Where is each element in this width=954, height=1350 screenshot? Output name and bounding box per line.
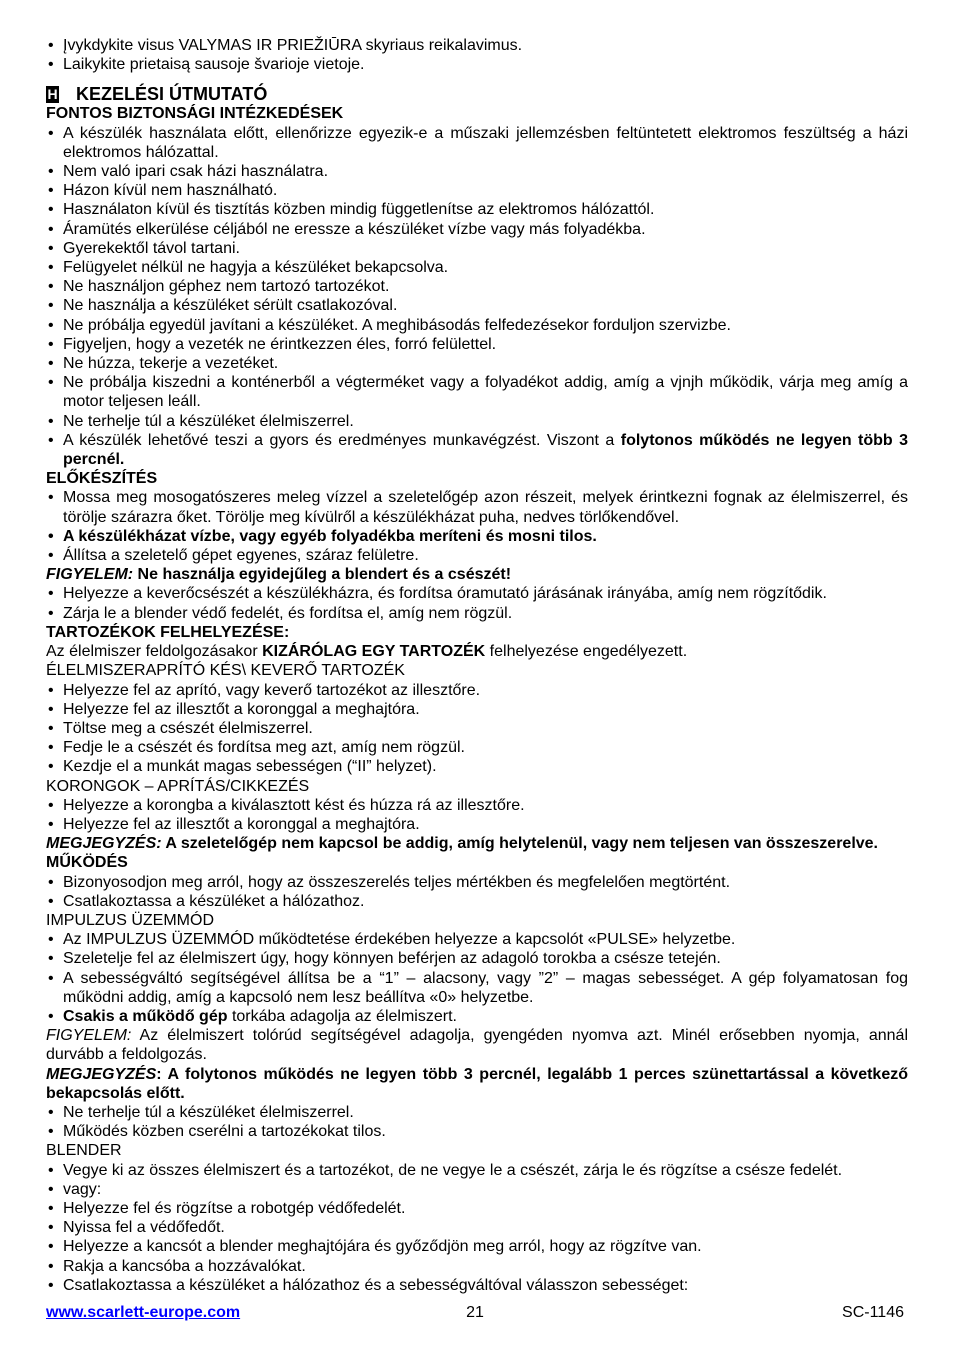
note-label: MEGJEGYZÉS: — [46, 835, 162, 853]
operation-after-list — [46, 1103, 908, 1141]
warning-label: FIGYELEM: — [46, 566, 134, 584]
safety-heading: FONTOS BIZTONSÁGI INTÉZKEDÉSEK — [46, 105, 344, 123]
language-badge: H — [47, 85, 58, 102]
discs-heading: KORONGOK – APRÍTÁS/CIKKEZÉS — [46, 777, 310, 795]
operation-list — [46, 873, 908, 911]
discs-list — [46, 796, 908, 834]
operation-item: • Csatlakoztassa a készüléket a hálózathoz. — [46, 892, 908, 911]
safety-item: • Nem való ipari csak házi használatra. — [46, 162, 908, 181]
note-label: MEGJEGYZÉS — [46, 1065, 157, 1083]
item-emphasis: folytonos működés ne legyen több 3 percnél. — [63, 431, 909, 469]
item-emphasis: Csakis a működő gép — [63, 1007, 228, 1025]
blade-list — [46, 681, 908, 777]
safety-item: • A készülék használata előtt, ellenőrizze egyezik-e a műszaki jellemzésben feltüntetett elektromos feszültség a házi elektromos hálózattal. — [46, 124, 908, 162]
preparation-item-warning: • A készülékházat vízbe, vagy egyéb folyadékba meríteni és mosni tilos. — [46, 527, 908, 546]
note-text: A szeletelőgép nem kapcsol be addig, amíg helytelenül, vagy nem teljesen van összeszerelve. — [161, 835, 878, 853]
blender-item: • Csatlakoztassa a készüléket a hálózathoz és a sebességváltóval válasszon sebességet: — [46, 1276, 908, 1295]
pulse-item: • Szeletelje fel az élelmiszert úgy, hogy könnyen beférjen az adagoló torokba a csésze tetején. — [46, 949, 908, 968]
safety-list — [46, 124, 908, 470]
intro-item: • Laikykite prietaisą sausoje švarioje vietoje. — [46, 55, 908, 74]
safety-item: • Ne próbálja egyedül javítani a készüléket. A meghibásodás felfedezésekor forduljon szervizbe. — [46, 316, 908, 335]
safety-item: • Figyeljen, hogy a vezeték ne érintkezzen éles, forró felülettel. — [46, 335, 908, 354]
section-title: KEZELÉSI ÚTMUTATÓ — [76, 84, 268, 105]
safety-item: • Ne használjon géphez nem tartozó tartozékot. — [46, 277, 908, 296]
pulse-list — [46, 930, 908, 1026]
page-footer — [46, 1303, 904, 1323]
item-text: torkába adagolja az élelmiszert. — [227, 1007, 457, 1025]
page-content — [46, 36, 908, 1295]
blade-item: • Töltse meg a csészét élelmiszerrel. — [46, 719, 908, 738]
blender-heading: BLENDER — [46, 1142, 122, 1160]
assembly-list — [46, 584, 908, 622]
warning-label: FIGYELEM: — [46, 1027, 132, 1045]
blade-item: • Helyezze fel az illesztőt a koronggal a meghajtóra. — [46, 700, 908, 719]
rule-text-before: Az élelmiszer feldolgozásakor — [46, 643, 263, 661]
warning-text: Ne használja egyidejűleg a blendert és a csészét! — [133, 566, 512, 584]
blade-item: • Kezdje el a munkát magas sebességen (“II” helyzet). — [46, 757, 908, 776]
blender-item: • Helyezze a kancsót a blender meghajtójára és győződjön meg arról, hogy az rögzítve van. — [46, 1237, 908, 1256]
blade-item: • Helyezze fel az aprító, vagy keverő tartozékot az illesztőre. — [46, 681, 908, 700]
blender-item: • Vegye ki az összes élelmiszert és a tartozékot, de ne vegye le a csészét, zárja le és rögzítse a csésze fedelét. — [46, 1161, 908, 1180]
preparation-item: • Mossa meg mosogatószeres meleg vízzel a szeletelőgép azon részeit, melyek érintkezni fognak az élelmiszerrel, és törölje szárazra őket. Törölje meg kívülről a készülékházat puha, nedves törlőkendővel. — [46, 488, 908, 526]
intro-item: • Įvykdykite visus VALYMAS IR PRIEŽIŪRA skyriaus reikalavimus. — [46, 36, 908, 55]
note-text: : A folytonos működés ne legyen több 3 percnél, legalább 1 perces szünettartással a következő bekapcsolás előtt. — [46, 1065, 908, 1102]
assembly-item: • Zárja le a blender védő fedelét, és fordítsa el, amíg nem rögzül. — [46, 604, 908, 623]
assembly-item: • Helyezze a keverőcsészét a készülékházra, és fordítsa óramutató járásának irányába, amíg nem rögzítődik. — [46, 584, 908, 603]
preparation-warning — [46, 565, 908, 584]
operation-warning — [46, 1026, 908, 1064]
safety-item: • Házon kívül nem használható. — [46, 181, 908, 200]
pulse-heading: IMPULZUS ÜZEMMÓD — [46, 911, 214, 929]
discs-item: • Helyezze fel az illesztőt a koronggal a meghajtóra. — [46, 815, 908, 834]
safety-item: • Felügyelet nélkül ne hagyja a készüléket bekapcsolva. — [46, 258, 908, 277]
operation-note — [46, 1065, 908, 1103]
accessories-rule — [46, 642, 908, 661]
pulse-item: • Az IMPULZUS ÜZEMMÓD működtetése érdekében helyezze a kapcsolót «PULSE» helyzetbe. — [46, 930, 908, 949]
pulse-item: • A sebességváltó segítségével állítsa be a “1” – alacsony, vagy ”2” – magas sebességet. A gép folyamatosan fog működni addig, amíg a kapcsoló nem lesz beállítva «0» helyzetbe. — [46, 969, 908, 1007]
operation-after-item: • Ne terhelje túl a készüléket élelmiszerrel. — [46, 1103, 908, 1122]
item-text: A készülék lehetővé teszi a gyors és eredményes munkavégzést. Viszont a — [63, 431, 621, 449]
page-number: 21 — [466, 1304, 484, 1321]
section-header — [46, 84, 908, 104]
blade-item: • Fedje le a csészét és fordítsa meg azt, amíg nem rögzül. — [46, 738, 908, 757]
warning-text: Az élelmiszert tolórúd segítségével adagolja, gyengéden nyomva azt. Minél erősebben nyomja, annál durvább a feldolgozás. — [46, 1027, 908, 1064]
preparation-list — [46, 488, 908, 565]
blender-list — [46, 1161, 908, 1295]
safety-item: • Ne terhelje túl a készüléket élelmiszerrel. — [46, 412, 908, 431]
website-link[interactable]: www.scarlett-europe.com — [46, 1304, 241, 1321]
intro-list — [46, 36, 908, 74]
blade-heading: ÉLELMISZERAPRÍTÓ KÉS\ KEVERŐ TARTOZÉK — [46, 662, 405, 680]
blender-item: • Helyezze fel és rögzítse a robotgép védőfedelét. — [46, 1199, 908, 1218]
operation-after-item: • Működés közben cserélni a tartozékokat tilos. — [46, 1122, 908, 1141]
safety-item: • Használaton kívül és tisztítás közben mindig függetlenítse az elektromos hálózattól. — [46, 200, 908, 219]
assembly-note — [46, 834, 908, 853]
blender-item: • Rakja a kancsóba a hozzávalókat. — [46, 1257, 908, 1276]
safety-item: • Áramütés elkerülése céljából ne eressze a készüléket vízbe vagy más folyadékba. — [46, 220, 908, 239]
model-number: SC-1146 — [842, 1304, 904, 1321]
safety-item: • Ne próbálja kiszedni a konténerből a végterméket vagy a folyadékot addig, amíg a vjnjh működik, várja meg amíg a motor teljesen leáll. — [46, 373, 908, 411]
safety-item-continuous-use — [46, 431, 908, 469]
safety-item: • Gyerekektől távol tartani. — [46, 239, 908, 258]
discs-item: • Helyezze a korongba a kiválasztott kést és húzza rá az illesztőre. — [46, 796, 908, 815]
rule-emphasis: KIZÁRÓLAG EGY TARTOZÉK — [262, 643, 486, 661]
safety-item: • Ne használja a készüléket sérült csatlakozóval. — [46, 296, 908, 315]
accessories-heading: TARTOZÉKOK FELHELYEZÉSE: — [46, 623, 290, 641]
safety-item: • Ne húzza, tekerje a vezetéket. — [46, 354, 908, 373]
pulse-item-feed — [46, 1007, 908, 1026]
operation-item: • Bizonyosodjon meg arról, hogy az összeszerelés teljes mértékben és megfelelően megtörtént. — [46, 873, 908, 892]
blender-item: • Nyissa fel a védőfedőt. — [46, 1218, 908, 1237]
preparation-item: • Állítsa a szeletelő gépet egyenes, száraz felületre. — [46, 546, 908, 565]
operation-heading: MŰKÖDÉS — [46, 854, 128, 872]
rule-text-after: felhelyezése engedélyezett. — [485, 643, 688, 661]
preparation-heading: ELŐKÉSZÍTÉS — [46, 470, 158, 488]
blender-item: • vagy: — [46, 1180, 908, 1199]
